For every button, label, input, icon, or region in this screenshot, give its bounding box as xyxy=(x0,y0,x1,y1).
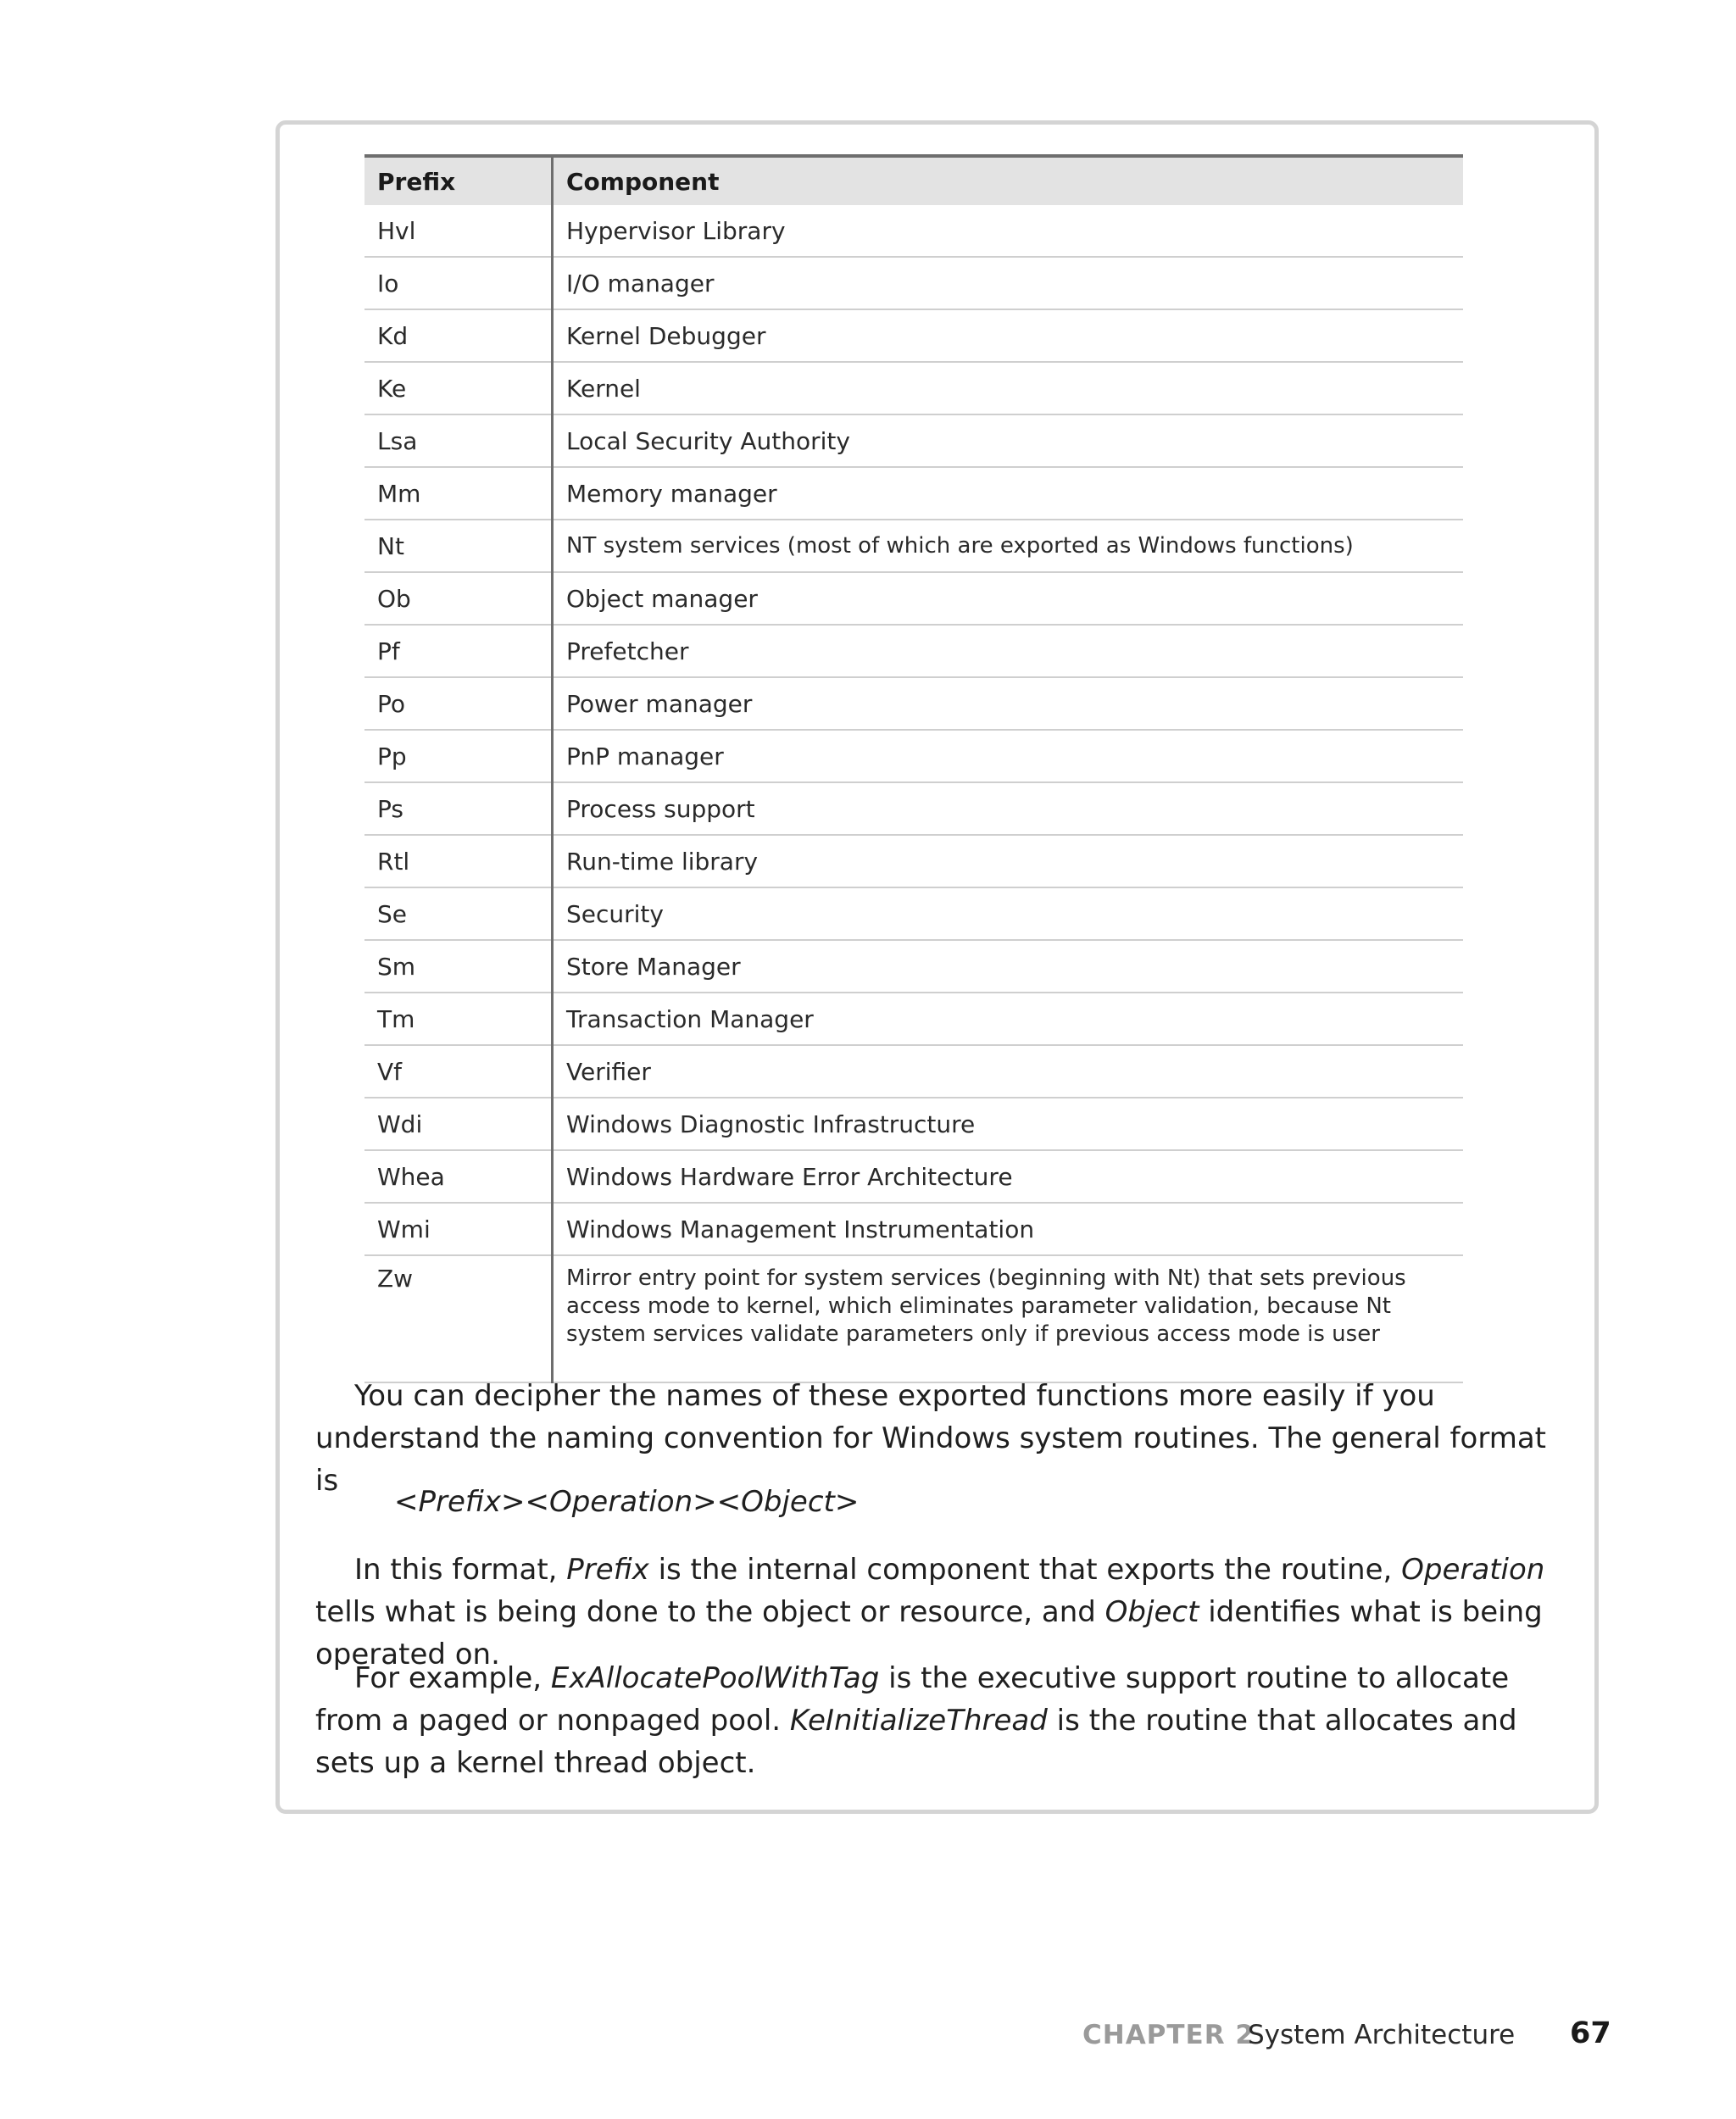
cell-prefix: Pf xyxy=(364,625,553,677)
italic-term: Object xyxy=(1104,1595,1199,1629)
footer-chapter-title: System Architecture xyxy=(1248,2020,1516,2050)
cell-component: Security xyxy=(553,887,1464,940)
cell-component: Windows Diagnostic Infrastructure xyxy=(553,1098,1464,1150)
cell-prefix: Pp xyxy=(364,730,553,782)
text-span: is the executive support routine to allocate from a paged or nonpaged pool. xyxy=(315,1661,1510,1738)
cell-prefix: Vf xyxy=(364,1045,553,1098)
paragraph-naming-convention: You can decipher the names of these exported functions more easily if you understand the naming convention for Windows system routines. The general format is xyxy=(315,1379,1546,1498)
cell-component: Kernel xyxy=(553,362,1464,414)
text-span: In this format, xyxy=(354,1553,567,1587)
cell-prefix: Io xyxy=(364,257,553,309)
table-row xyxy=(364,1255,1463,1382)
cell-component: Windows Management Instrumentation xyxy=(553,1203,1464,1255)
cell-component: Power manager xyxy=(553,677,1464,730)
cell-prefix: Se xyxy=(364,887,553,940)
cell-component: Process support xyxy=(553,782,1464,835)
cell-component: Store Manager xyxy=(553,940,1464,993)
cell-component: Memory manager xyxy=(553,467,1464,520)
cell-component: Verifier xyxy=(553,1045,1464,1098)
cell-component: Object manager xyxy=(553,572,1464,625)
table-row xyxy=(364,1045,1463,1098)
cell-component: Local Security Authority xyxy=(553,414,1464,467)
cell-component: NT system services (most of which are exported as Windows functions) xyxy=(553,520,1464,572)
cell-prefix: Whea xyxy=(364,1150,553,1203)
header-prefix: Prefix xyxy=(364,156,553,205)
cell-prefix: Mm xyxy=(364,467,553,520)
table-row xyxy=(364,677,1463,730)
table-row xyxy=(364,940,1463,993)
header-component: Component xyxy=(553,156,1464,205)
italic-term: Prefix xyxy=(566,1553,649,1587)
cell-component: Mirror entry point for system services (beginning with Nt) that sets previous access mode to kernel, which eliminates parameter validation, because Nt system services validate parameters only if previous access mode is user xyxy=(553,1255,1464,1382)
cell-prefix: Lsa xyxy=(364,414,553,467)
cell-prefix: Sm xyxy=(364,940,553,993)
table-row xyxy=(364,257,1463,309)
table-row xyxy=(364,625,1463,677)
cell-component: Transaction Manager xyxy=(553,993,1464,1045)
page-number: 67 xyxy=(1570,2016,1611,2050)
table-row xyxy=(364,1098,1463,1150)
table-row xyxy=(364,1203,1463,1255)
cell-component: Hypervisor Library xyxy=(553,205,1464,257)
text-span: For example, xyxy=(354,1661,551,1695)
cell-prefix: Zw xyxy=(364,1255,553,1382)
page-footer xyxy=(0,2013,1736,2055)
footer-chapter: CHAPTER 2 xyxy=(1082,2020,1255,2050)
table-row xyxy=(364,572,1463,625)
table-row xyxy=(364,205,1463,257)
cell-prefix: Ob xyxy=(364,572,553,625)
paragraph-example xyxy=(315,1657,1561,1784)
table-row xyxy=(364,309,1463,362)
text-span: identifies what is being operated on. xyxy=(315,1595,1543,1671)
prefix-component-table xyxy=(364,154,1463,1383)
italic-term: ExAllocatePoolWithTag xyxy=(550,1661,880,1695)
table-row xyxy=(364,520,1463,572)
table-header-row xyxy=(364,156,1463,205)
table-row xyxy=(364,467,1463,520)
cell-prefix: Rtl xyxy=(364,835,553,887)
format-example: <Prefix><Operation><Object> xyxy=(394,1485,860,1519)
cell-prefix: Po xyxy=(364,677,553,730)
cell-prefix: Nt xyxy=(364,520,553,572)
cell-prefix: Ke xyxy=(364,362,553,414)
cell-component: Prefetcher xyxy=(553,625,1464,677)
text-span: tells what is being done to the object or resource, and xyxy=(315,1595,1105,1629)
cell-prefix: Wdi xyxy=(364,1098,553,1150)
cell-component: Windows Hardware Error Architecture xyxy=(553,1150,1464,1203)
table-row xyxy=(364,782,1463,835)
cell-prefix: Kd xyxy=(364,309,553,362)
cell-component: I/O manager xyxy=(553,257,1464,309)
text-span: is the internal component that exports the routine, xyxy=(648,1553,1402,1587)
cell-prefix: Tm xyxy=(364,993,553,1045)
cell-component: Kernel Debugger xyxy=(553,309,1464,362)
text-span: is the routine that allocates and sets up a kernel thread object. xyxy=(315,1704,1517,1780)
cell-prefix: Hvl xyxy=(364,205,553,257)
italic-term: KeInitializeThread xyxy=(789,1704,1048,1738)
italic-term: Operation xyxy=(1401,1553,1545,1587)
table-row xyxy=(364,993,1463,1045)
table-row xyxy=(364,730,1463,782)
cell-component: PnP manager xyxy=(553,730,1464,782)
table-row xyxy=(364,835,1463,887)
table-row xyxy=(364,1150,1463,1203)
cell-component: Run-time library xyxy=(553,835,1464,887)
cell-prefix: Wmi xyxy=(364,1203,553,1255)
table-row xyxy=(364,887,1463,940)
table-row xyxy=(364,362,1463,414)
table-row xyxy=(364,414,1463,467)
cell-prefix: Ps xyxy=(364,782,553,835)
